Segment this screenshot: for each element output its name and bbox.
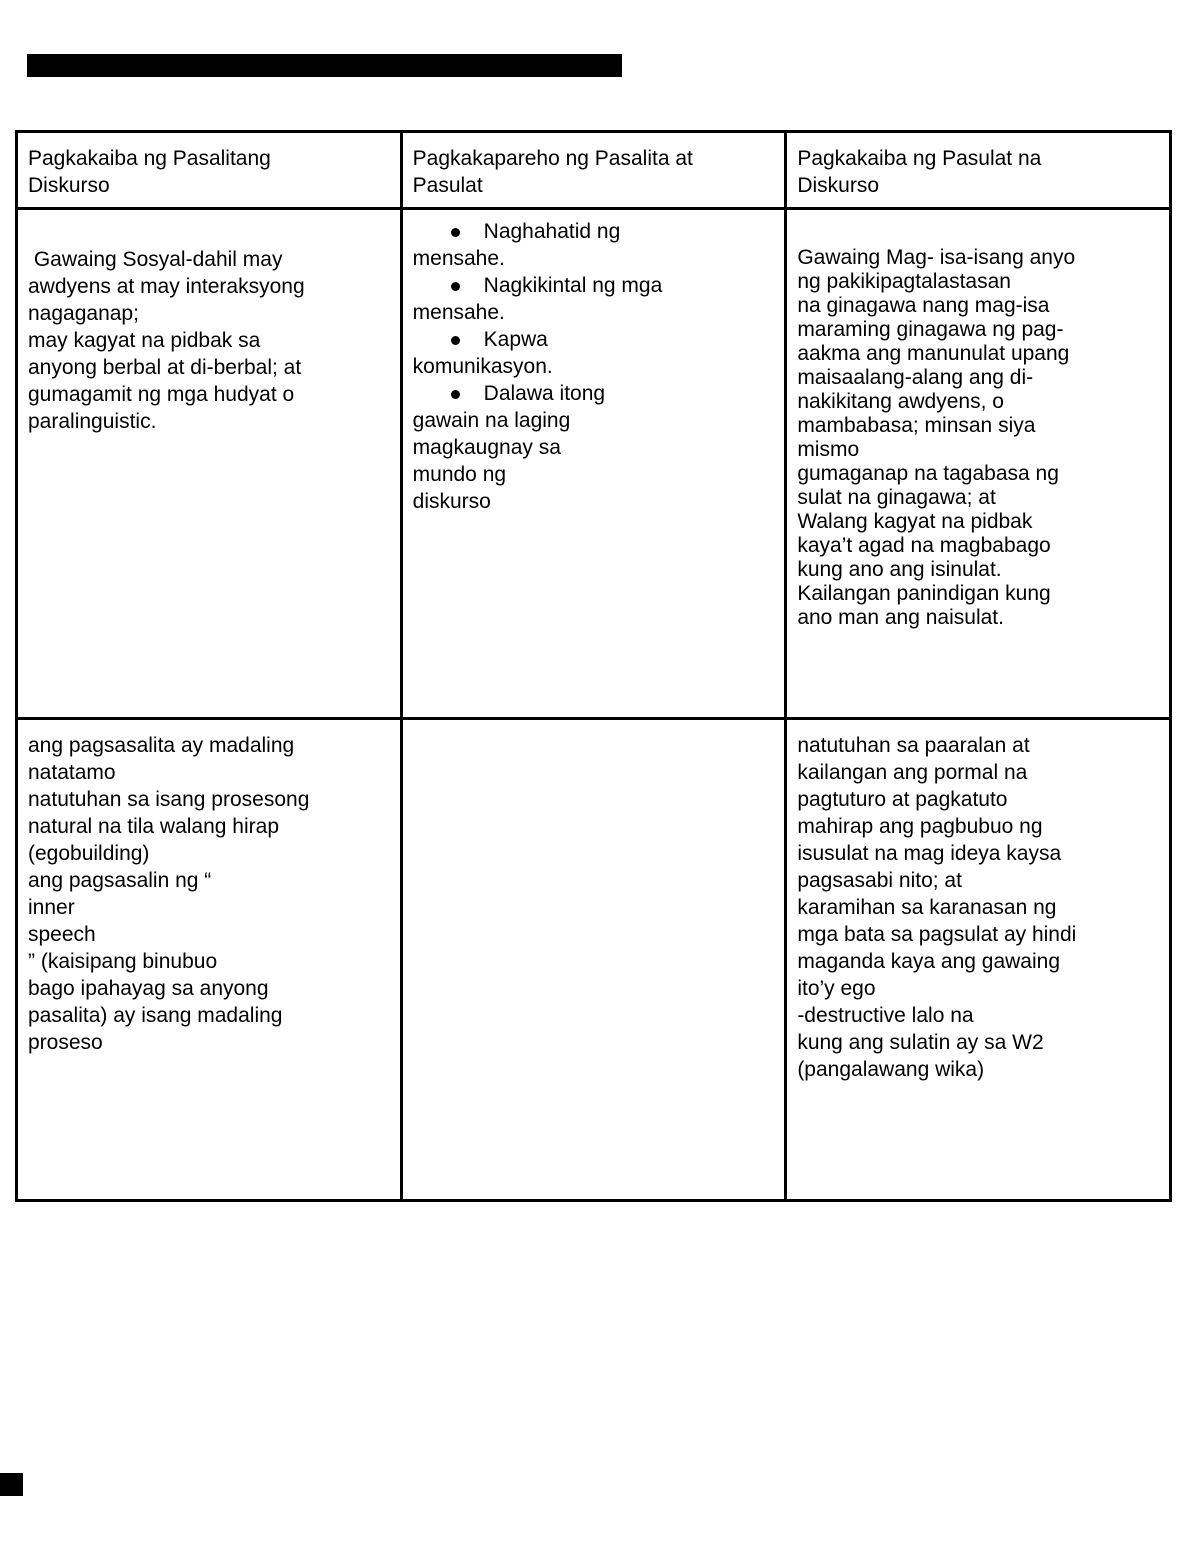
- text-line: mga bata sa pagsulat ay hindi: [797, 923, 1077, 946]
- text-line: maisaalang-alang ang di-: [797, 366, 1034, 389]
- list-item: [413, 272, 775, 326]
- header-line: Pagkakapareho ng Pasalita at: [412, 147, 693, 170]
- text-line: awdyens at may interaksyong: [28, 275, 305, 298]
- text-line: Kailangan panindigan kung: [797, 582, 1051, 605]
- text-line: maraming ginagawa ng pag-: [797, 318, 1064, 341]
- text-line: kaya’t agad na magbabago: [797, 534, 1051, 557]
- text-line: mambabasa; minsan siya: [797, 414, 1036, 437]
- text-line: paralinguistic.: [28, 410, 157, 433]
- text-line: ” (kaisipang binubuo: [28, 950, 218, 973]
- text-line: kung ang sulatin ay sa W2: [797, 1031, 1044, 1054]
- bullet-icon: [413, 326, 775, 353]
- text-line: ito’y ego: [797, 977, 876, 1000]
- text-line: (egobuilding): [28, 842, 150, 865]
- text-line: natural na tila walang hirap: [28, 815, 279, 838]
- bullet-continuation: mundo ng: [412, 463, 507, 486]
- cell-text: [797, 732, 1159, 1083]
- text-line: bago ipahayag sa anyong: [28, 977, 269, 1000]
- text-line: Gawaing Sosyal-dahil may: [28, 248, 283, 271]
- bullet-text: Naghahatid ng: [483, 220, 621, 243]
- bullet-continuation: komunikasyon.: [412, 355, 553, 378]
- text-line: Walang kagyat na pidbak: [797, 510, 1033, 533]
- text-line: natutuhan sa isang prosesong: [28, 788, 310, 811]
- text-line: natatamo: [28, 761, 116, 784]
- header-line: Diskurso: [28, 174, 110, 197]
- corner-mark: [0, 1473, 23, 1496]
- list-item: [413, 326, 775, 380]
- text-line: proseso: [28, 1031, 103, 1054]
- text-line: nagaganap;: [28, 302, 139, 325]
- text-line: speech: [28, 923, 96, 946]
- table-header-row: [17, 132, 1171, 209]
- text-line: gumaganap na tagabasa ng: [797, 462, 1059, 485]
- cell-text: [797, 246, 1159, 630]
- text-line: pasalita) ay isang madaling: [28, 1004, 283, 1027]
- cell-pagkakapareho-row2: [401, 719, 786, 1201]
- text-line: gumagamit ng mga hudyat o: [28, 383, 295, 406]
- list-item: [413, 218, 775, 272]
- header-line: Pasulat: [412, 174, 483, 197]
- text-line: mismo: [797, 438, 860, 461]
- header-cell-pasulat: [786, 132, 1171, 209]
- bullet-text: Dalawa itong: [483, 382, 606, 405]
- text-line: isusulat na mag ideya kaysa: [797, 842, 1062, 865]
- text-line: pagtuturo at pagkatuto: [797, 788, 1008, 811]
- cell-pasulat-row2: [786, 719, 1171, 1201]
- similarities-list: [413, 218, 775, 515]
- text-line: na ginagawa nang mag-isa: [797, 294, 1050, 317]
- cell-pasalita-row2: [17, 719, 402, 1201]
- text-line: maganda kaya ang gawaing: [797, 950, 1061, 973]
- header-line: Pagkakaiba ng Pasulat na: [797, 147, 1042, 170]
- text-line: may kagyat na pidbak sa: [28, 329, 261, 352]
- table-row: [17, 209, 1171, 719]
- text-line: ang pagsasalita ay madaling: [28, 734, 295, 757]
- text-line: pagsasabi nito; at: [797, 869, 962, 892]
- text-line: nakikitang awdyens, o: [797, 390, 1004, 413]
- bullet-icon: [413, 218, 775, 245]
- bullet-icon: [413, 272, 775, 299]
- cell-pasulat-row1: [786, 209, 1171, 719]
- text-line: kailangan ang pormal na: [797, 761, 1028, 784]
- bullet-continuation: mensahe.: [412, 301, 505, 324]
- text-line: inner: [28, 896, 75, 919]
- text-line: Gawaing Mag- isa-isang anyo: [797, 246, 1076, 269]
- bullet-icon: [413, 380, 775, 407]
- redacted-title-bar: [27, 54, 622, 77]
- text-line: ang pagsasalin ng “: [28, 869, 212, 892]
- bullet-continuation: gawain na laging: [412, 409, 571, 432]
- cell-text: [28, 246, 390, 435]
- cell-text: [28, 732, 390, 1056]
- bullet-continuation: mensahe.: [412, 247, 505, 270]
- bullet-continuation: magkaugnay sa: [412, 436, 561, 459]
- text-line: ng pakikipagtalastasan: [797, 270, 1011, 293]
- text-line: anyong berbal at di-berbal; at: [28, 356, 302, 379]
- text-line: -destructive lalo na: [797, 1004, 974, 1027]
- header-line: Diskurso: [797, 174, 879, 197]
- text-line: ano man ang naisulat.: [797, 606, 1004, 629]
- text-line: mahirap ang pagbubuo ng: [797, 815, 1043, 838]
- text-line: natutuhan sa paaralan at: [797, 734, 1030, 757]
- text-line: (pangalawang wika): [797, 1058, 985, 1081]
- bullet-text: Kapwa: [483, 328, 548, 351]
- header-cell-pagkakapareho: [401, 132, 786, 209]
- table-row: [17, 719, 1171, 1201]
- comparison-table: [15, 130, 1172, 1202]
- header-cell-pasalita: [17, 132, 402, 209]
- text-line: karamihan sa karanasan ng: [797, 896, 1057, 919]
- text-line: kung ano ang isinulat.: [797, 558, 1002, 581]
- bullet-continuation: diskurso: [412, 490, 491, 513]
- bullet-text: Nagkikintal ng mga: [483, 274, 663, 297]
- list-item: [413, 380, 775, 515]
- header-line: Pagkakaiba ng Pasalitang: [28, 147, 271, 170]
- text-line: sulat na ginagawa; at: [797, 486, 996, 509]
- text-line: aakma ang manunulat upang: [797, 342, 1070, 365]
- cell-pasalita-row1: [17, 209, 402, 719]
- cell-pagkakapareho-row1: [401, 209, 786, 719]
